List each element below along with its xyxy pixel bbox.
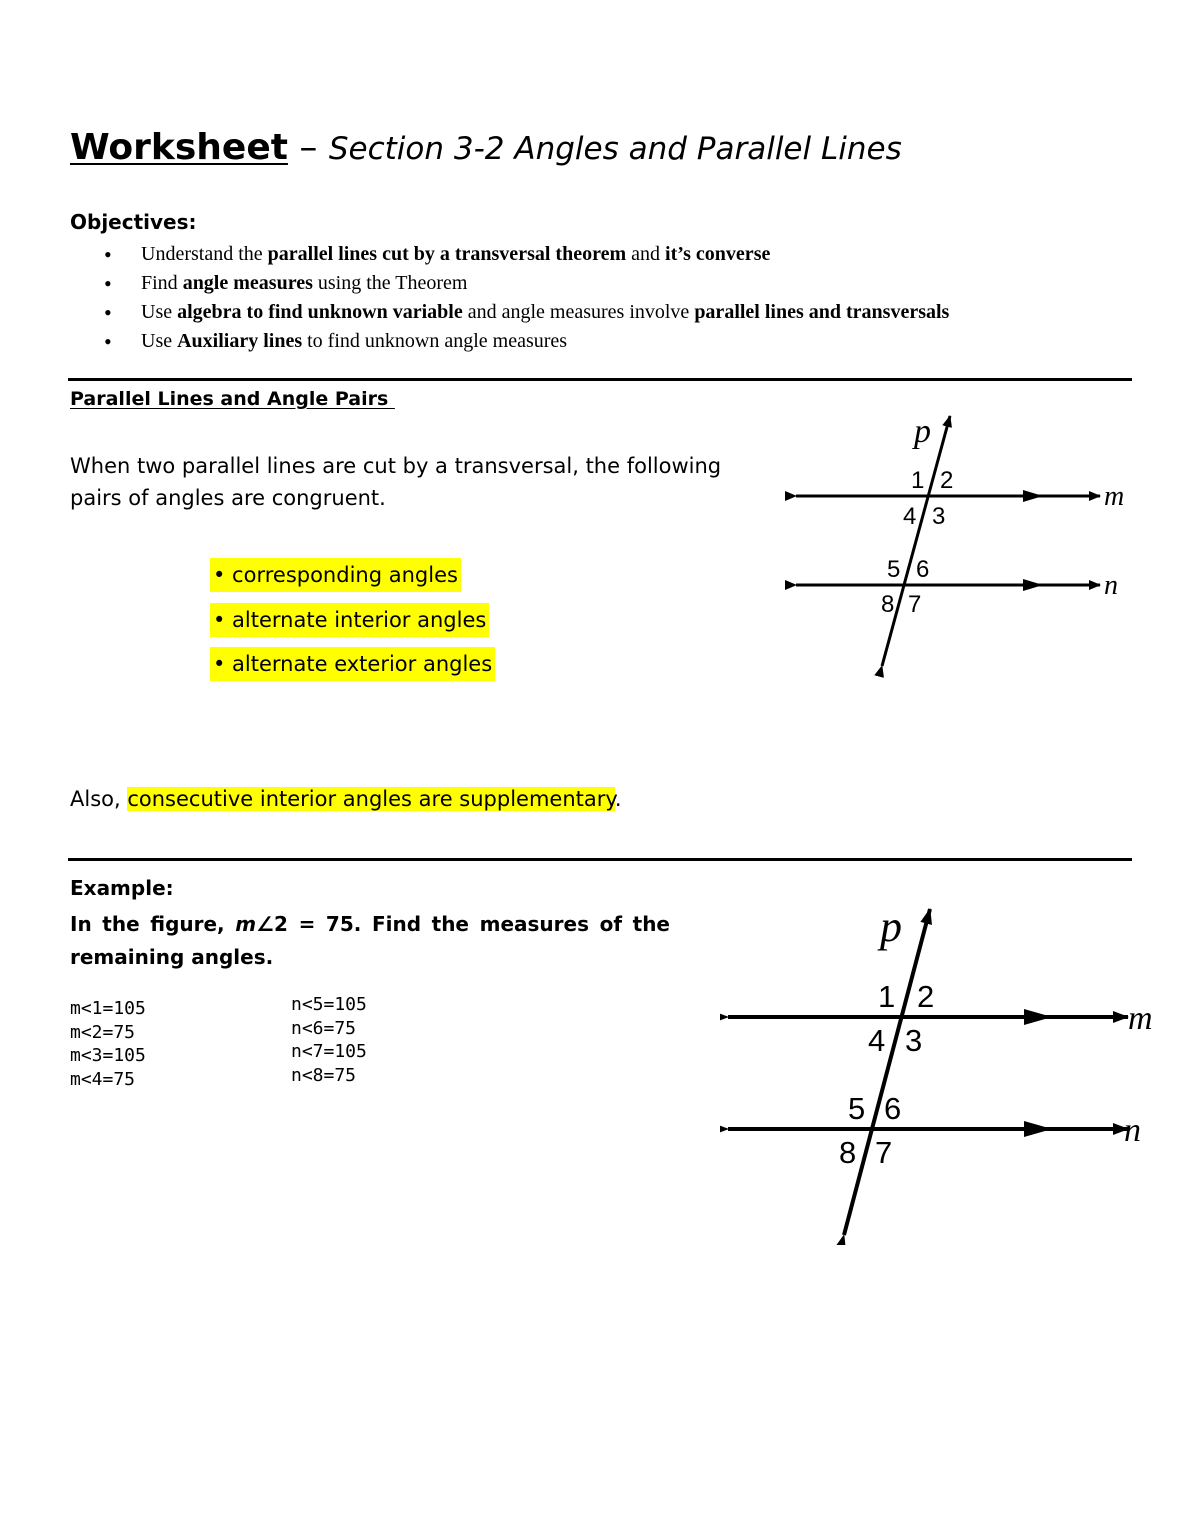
- angle-6-2: 6: [884, 1091, 902, 1126]
- section-heading: Parallel Lines and Angle Pairs: [70, 388, 395, 410]
- answers-m: [70, 997, 146, 1091]
- angle-1-2: 1: [878, 979, 896, 1014]
- also-prefix: Also,: [70, 787, 128, 811]
- angle-5: 5: [887, 556, 901, 583]
- supplementary-note: [70, 782, 622, 816]
- label-n: n: [1104, 570, 1118, 601]
- angle-3-2: 3: [905, 1023, 923, 1058]
- parallel-mark-n: [1023, 579, 1043, 591]
- label-m-2: m: [1128, 1000, 1153, 1037]
- angle-6: 6: [916, 556, 930, 583]
- parallel-mark-m: [1023, 490, 1043, 502]
- objective-text: Use: [141, 330, 178, 352]
- objective-item: [104, 298, 949, 327]
- parallel-lines-diagram-2: [720, 895, 1170, 1245]
- angle-2-2: 2: [917, 979, 935, 1014]
- angle-5-2: 5: [848, 1091, 866, 1126]
- answer-n6: n<6=75: [291, 1017, 357, 1039]
- objective-text: Use: [141, 301, 178, 323]
- transversal-p: [882, 416, 950, 666]
- angle-2: 2: [940, 467, 954, 494]
- answer-n7: n<7=105: [291, 1041, 367, 1062]
- answer-m2: m<2=75: [70, 1021, 136, 1043]
- angle-7-2: 7: [875, 1135, 893, 1170]
- objective-bold-text: parallel lines cut by a transversal theorem: [267, 243, 627, 265]
- answer-n8: n<8=75: [291, 1064, 357, 1086]
- objective-item: [104, 327, 949, 356]
- also-highlight: consecutive interior angles are supplementary: [127, 787, 615, 811]
- objective-bold-text: angle measures: [182, 272, 313, 294]
- objective-item: [104, 269, 949, 298]
- objectives-list: [104, 240, 949, 356]
- objective-bold-text: algebra to find unknown variable: [177, 301, 463, 323]
- parallel-mark-n-2: [1024, 1121, 1052, 1137]
- worksheet-title: [70, 124, 902, 173]
- angle-8: 8: [881, 591, 895, 618]
- label-p: p: [914, 413, 931, 450]
- objective-text: to find unknown angle measures: [302, 330, 568, 352]
- objective-item: [104, 240, 949, 269]
- example-divider: [68, 858, 1132, 861]
- objective-text: Find: [141, 272, 183, 294]
- objective-text: using the Theorem: [312, 272, 468, 294]
- parallel-mark-m-2: [1024, 1009, 1052, 1025]
- answer-n5: n<5=105: [291, 994, 367, 1015]
- pair-alternate-exterior: • alternate exterior angles: [210, 647, 495, 681]
- objective-bold-text: Auxiliary lines: [177, 330, 303, 352]
- label-p-2: p: [880, 902, 902, 951]
- title-main: Worksheet: [70, 127, 288, 168]
- section-divider: [68, 378, 1132, 381]
- objective-text: and: [626, 243, 666, 265]
- angle-4-2: 4: [868, 1023, 886, 1058]
- section-intro: When two parallel lines are cut by a transversal, the following pairs of angles are congruent.: [70, 454, 722, 510]
- transversal-p-2: [844, 909, 930, 1235]
- answer-m3: m<3=105: [70, 1045, 146, 1066]
- label-m: m: [1104, 481, 1125, 512]
- problem-post: 2 = 75. Find the measures of the remaining angles.: [70, 912, 670, 969]
- title-dash: –: [299, 127, 318, 168]
- example-problem: [70, 908, 670, 974]
- objectives-heading: Objectives:: [70, 210, 197, 234]
- answers-n: [291, 993, 367, 1087]
- problem-pre: In the figure,: [70, 912, 236, 936]
- objective-text: Understand the: [141, 243, 268, 265]
- objective-bold-text: it’s converse: [665, 243, 771, 265]
- angle-4: 4: [903, 503, 917, 530]
- angle-1: 1: [911, 467, 925, 494]
- label-n-2: n: [1124, 1112, 1141, 1149]
- angle-3: 3: [932, 503, 946, 530]
- objective-text: and angle measures involve: [462, 301, 695, 323]
- objective-bold-text: parallel lines and transversals: [694, 301, 950, 323]
- problem-measure: m∠: [235, 912, 275, 936]
- example-heading: Example:: [70, 876, 174, 900]
- pair-alternate-interior: • alternate interior angles: [210, 603, 489, 637]
- also-suffix: .: [614, 787, 622, 811]
- pair-corresponding: • corresponding angles: [210, 558, 461, 592]
- title-subtitle: Section 3-2 Angles and Parallel Lines: [328, 131, 902, 167]
- answer-m1: m<1=105: [70, 998, 146, 1019]
- angle-8-2: 8: [839, 1135, 857, 1170]
- answer-m4: m<4=75: [70, 1068, 136, 1090]
- parallel-lines-diagram-1: [780, 400, 1140, 680]
- angle-7: 7: [908, 591, 922, 618]
